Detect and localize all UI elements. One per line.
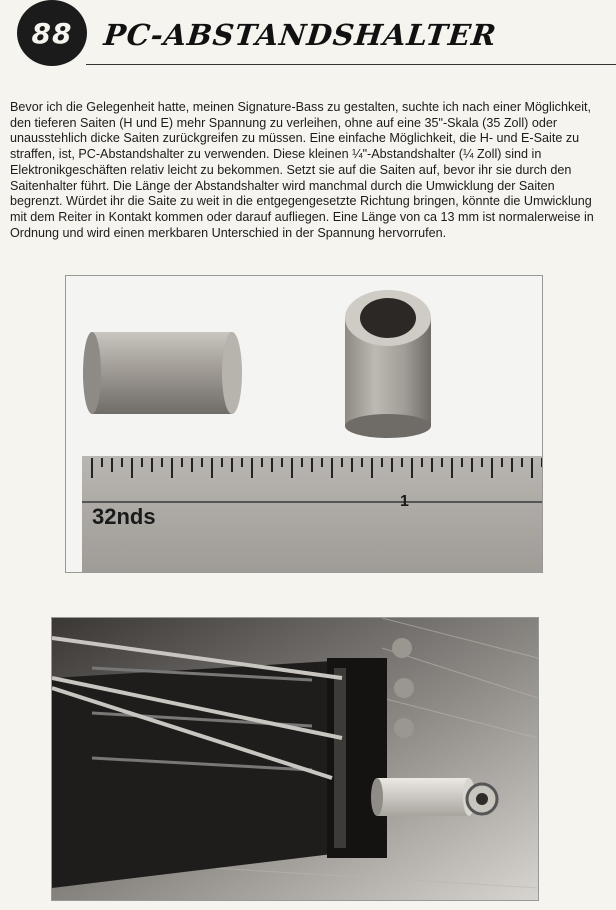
page-number: 88 — [31, 16, 73, 50]
page-number-badge — [17, 0, 87, 66]
horizontal-spacer — [83, 332, 242, 414]
bridge-with-spacer-photo — [52, 618, 538, 900]
upright-spacer — [345, 290, 431, 438]
spacers-on-ruler-photo — [66, 276, 542, 572]
ruler-inch-mark: 1 — [400, 493, 409, 510]
title-underline — [86, 64, 616, 65]
body-paragraph: Bevor ich die Gelegenheit hatte, meinen Signature-Bass zu gestalten, suchte ich nach einer Möglichkeit, den tieferen Saiten (H und E) mehr Spannung zu verleihen, ohne auf eine 35"-Skala (35 Zoll) oder unausstehlich dicke Saiten zurückgreifen zu müssen. Eine einfache Möglichkeit, die H- und E-Saite zu straffen, ist, PC-Abstandshalter zu verwenden. Diese kleinen ¼"-Abstandshalter (¼ Zoll) sind in Elektronikgeschäften relativ leicht zu bekommen. Setzt sie auf die Saiten auf, bevor ihr sie durch den Saitenhalter führt. Die Länge der Abstandshalter wird manchmal durch die Umwicklung der Saiten begrenzt. Würdet ihr die Saite zu weit in die entgegengesetzte Richtung bringen, könnte die Umwicklung mit dem Reiter in Kontakt kommen oder darauf aufliegen. Eine Länge von ca 13 mm ist normalerweise in Ordnung und wird einen merkbaren Unterschied in der Spannung hervorrufen. — [10, 100, 594, 240]
ruler-label: 32nds — [92, 504, 156, 529]
page-title: PC-ABSTANDSHALTER — [102, 18, 499, 52]
installed-spacer — [371, 778, 497, 816]
